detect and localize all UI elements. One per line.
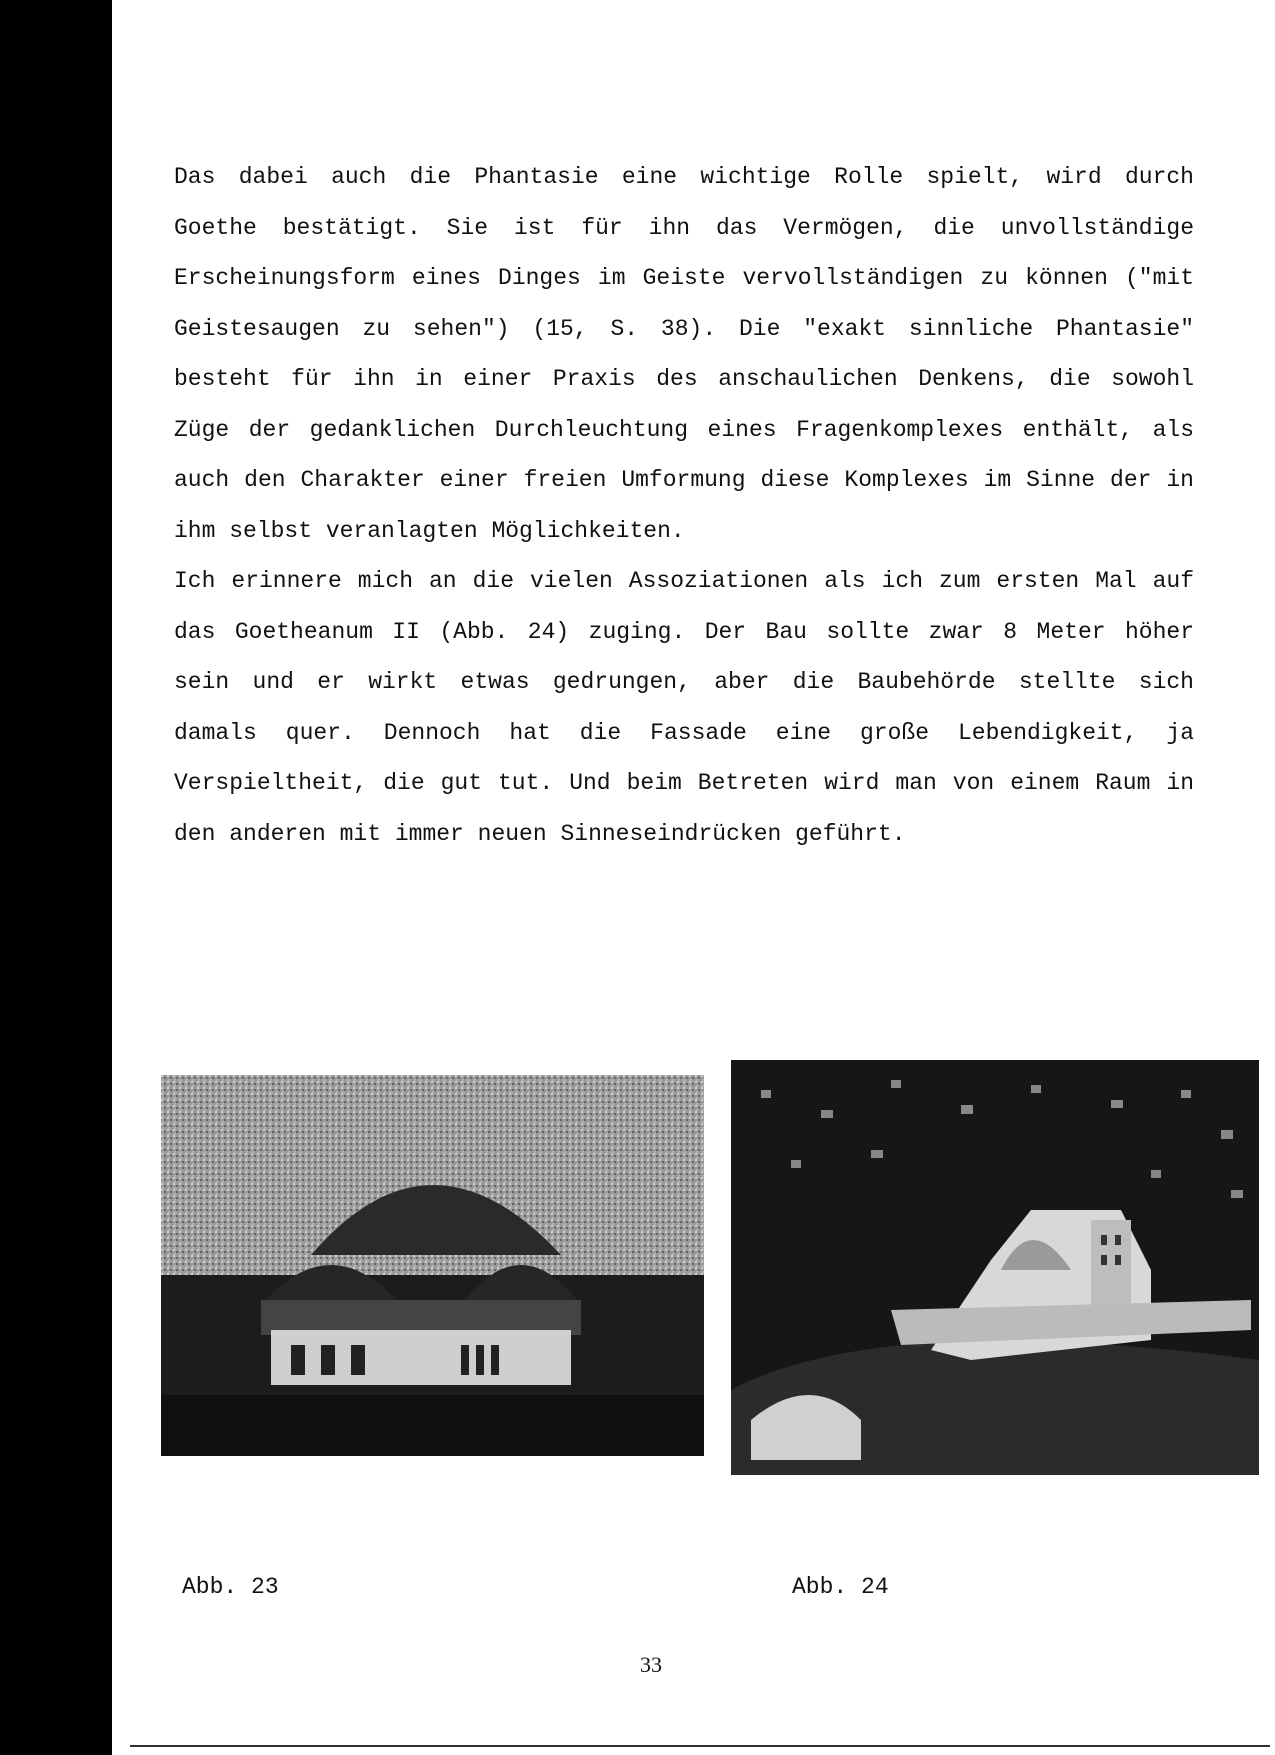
figure-23-caption: Abb. 23 [182, 1574, 279, 1600]
paragraph-phantasie: Das dabei auch die Phantasie eine wichtige Rolle spielt, wird durch Goethe bestätigt. Sie ist für ihn das Vermögen, die unvollständige Erscheinungsform eines Dinges im Geiste vervollständigen zu können ("mit Geistesaugen zu sehen") (15, S. 38). Die "exakt sinnliche Phantasie" besteht für ihn in einer Praxis des anschaulichen Denkens, die sowohl Züge der gedanklichen Durchleuchtung eines Fragenkomplexes enthält, als auch den Charakter einer freien Umformung diese Komplexes im Sinne der in ihm selbst veranlagten Möglichkeiten. [174, 164, 1194, 544]
binding-tab [62, 1294, 102, 1350]
figure-goetheanum-i-photo [161, 1075, 704, 1456]
paragraph-goetheanum: Ich erinnere mich an die vielen Assoziationen als ich zum ersten Mal auf das Goetheanum II (Abb. 24) zuging. Der Bau sollte zwar 8 Meter höher sein und er wirkt etwas gedrungen, aber die Baubehörde stellte sich damals quer. Dennoch hat die Fassade eine große Lebendigkeit, ja Verspieltheit, die gut tut. Und beim Betreten wird man von einem Raum in den anderen mit immer neuen Sinneseindrücken geführt. [174, 568, 1194, 847]
binding-tab [62, 520, 102, 576]
figure-24-caption: Abb. 24 [792, 1574, 889, 1600]
binding-tab [62, 864, 102, 920]
binding-tab [62, 692, 102, 748]
binding-tab [62, 606, 102, 662]
binding-tab [62, 434, 102, 490]
page-bottom-edge [130, 1745, 1270, 1747]
binding-tab [62, 1552, 102, 1608]
binding-tab [62, 778, 102, 834]
binding-tab [62, 178, 102, 234]
binding-tab [62, 1208, 102, 1264]
binding-tab [62, 1466, 102, 1522]
binding-tab [62, 1380, 102, 1436]
figure-goetheanum-ii-photo [731, 1060, 1259, 1475]
body-text [174, 152, 1194, 859]
binding-tab [62, 1122, 102, 1178]
binding-tab [62, 0, 102, 56]
spiral-binding [0, 0, 112, 1755]
binding-tab [62, 1036, 102, 1092]
binding-tab [62, 1638, 102, 1694]
binding-tab [62, 262, 102, 318]
goetheanum-ii-image [731, 1060, 1259, 1475]
goetheanum-i-image [161, 1075, 704, 1456]
binding-tab [62, 92, 102, 148]
binding-tab [62, 348, 102, 404]
page-number: 33 [640, 1652, 662, 1677]
binding-tab [62, 950, 102, 1006]
